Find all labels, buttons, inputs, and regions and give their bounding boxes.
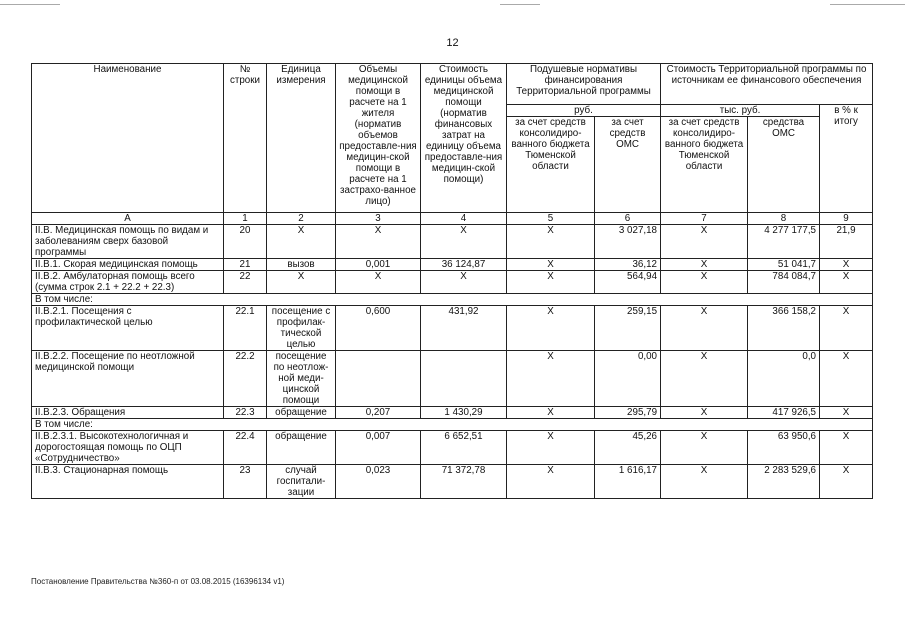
- header-per-capita: Подушевые нормативы финансирования Территориальной программы: [507, 64, 661, 105]
- cell-b5: X: [507, 407, 595, 419]
- cell-o8: 784 084,7: [748, 271, 820, 294]
- column-index-cell: 4: [421, 213, 507, 225]
- cell-unit: случай госпитали-зации: [267, 465, 336, 499]
- cell-p9: 21,9: [820, 225, 873, 259]
- subheading-cell: В том числе:: [32, 419, 873, 431]
- cell-vol: [336, 351, 421, 407]
- cell-unit: обращение: [267, 431, 336, 465]
- cell-b5: X: [507, 271, 595, 294]
- cell-no: 21: [224, 259, 267, 271]
- cell-name: II.В.2.1. Посещения с профилактической целью: [32, 306, 224, 351]
- cell-b7: X: [661, 259, 748, 271]
- top-rule-left: [0, 4, 60, 5]
- cell-o8: 0,0: [748, 351, 820, 407]
- cell-no: 22: [224, 271, 267, 294]
- column-index-cell: 9: [820, 213, 873, 225]
- cell-cost: 36 124,87: [421, 259, 507, 271]
- column-index-cell: 8: [748, 213, 820, 225]
- cell-name: II.В.1. Скорая медицинская помощь: [32, 259, 224, 271]
- cell-o8: 2 283 529,6: [748, 465, 820, 499]
- cell-p9: X: [820, 259, 873, 271]
- cell-b7: X: [661, 306, 748, 351]
- header-cost: Стоимость единицы объема медицинской помощи (норматив финансовых затрат на единицу объема предоставле-ния медицин-ской помощи): [421, 64, 507, 213]
- table-subheading-row: [32, 294, 873, 306]
- table-row: [32, 465, 873, 499]
- header-name: Наименование: [32, 64, 224, 213]
- cell-vol: 0,007: [336, 431, 421, 465]
- cell-vol: 0,207: [336, 407, 421, 419]
- cell-o6: 1 616,17: [595, 465, 661, 499]
- column-index-cell: 7: [661, 213, 748, 225]
- header-volumes: Объемы медицинской помощи в расчете на 1 жителя (норматив объемов предоставле-ния медицин-ской помощи в расчете на 1 застрахо-ванное лицо): [336, 64, 421, 213]
- cell-vol: X: [336, 271, 421, 294]
- cell-b5: X: [507, 259, 595, 271]
- table-row: [32, 306, 873, 351]
- cell-o8: 63 950,6: [748, 431, 820, 465]
- top-rule-mid: [500, 4, 540, 5]
- table-row: [32, 225, 873, 259]
- cell-b7: X: [661, 407, 748, 419]
- cell-unit: посещение с профилак-тической целью: [267, 306, 336, 351]
- cell-o6: 36,12: [595, 259, 661, 271]
- cell-unit: обращение: [267, 407, 336, 419]
- cell-vol: 0,600: [336, 306, 421, 351]
- cell-no: 23: [224, 465, 267, 499]
- top-rule-right: [830, 4, 905, 5]
- page-number: 12: [446, 37, 459, 49]
- cell-o8: 4 277 177,5: [748, 225, 820, 259]
- column-index-cell: А: [32, 213, 224, 225]
- header-budget: за счет средств консолидиро-ванного бюджета Тюменской области: [507, 117, 595, 213]
- header-percent: в % к итогу: [820, 105, 873, 213]
- header-rub: руб.: [507, 105, 661, 117]
- cell-cost: 1 430,29: [421, 407, 507, 419]
- cell-cost: 71 372,78: [421, 465, 507, 499]
- column-index-cell: 1: [224, 213, 267, 225]
- cell-cost: X: [421, 225, 507, 259]
- cell-b7: X: [661, 465, 748, 499]
- cell-name: II.В. Медицинская помощь по видам и заболеваниям сверх базовой программы: [32, 225, 224, 259]
- cell-o6: 3 027,18: [595, 225, 661, 259]
- header-oms-2: средства ОМС: [748, 117, 820, 213]
- cell-b5: X: [507, 431, 595, 465]
- cell-b5: X: [507, 225, 595, 259]
- medical-care-table: [31, 63, 873, 499]
- table-row: [32, 351, 873, 407]
- cell-b7: X: [661, 431, 748, 465]
- cell-p9: X: [820, 306, 873, 351]
- cell-unit: X: [267, 271, 336, 294]
- cell-name: II.В.3. Стационарная помощь: [32, 465, 224, 499]
- table-subheading-row: [32, 419, 873, 431]
- header-row-1: [32, 64, 873, 105]
- table-row: [32, 271, 873, 294]
- column-index-cell: 5: [507, 213, 595, 225]
- cell-p9: X: [820, 465, 873, 499]
- subheading-cell: В том числе:: [32, 294, 873, 306]
- column-index-cell: 6: [595, 213, 661, 225]
- cell-o8: 366 158,2: [748, 306, 820, 351]
- header-budget-2: за счет средств консолидиро-ванного бюджета Тюменской области: [661, 117, 748, 213]
- header-program-cost: Стоимость Территориальной программы по источникам ее финансового обеспечения: [661, 64, 873, 105]
- footer-note: Постановление Правительства №360-п от 03.08.2015 (16396134 v1): [31, 577, 285, 586]
- table-row: [32, 259, 873, 271]
- cell-p9: X: [820, 431, 873, 465]
- column-index-cell: 2: [267, 213, 336, 225]
- cell-b5: X: [507, 465, 595, 499]
- cell-b5: X: [507, 351, 595, 407]
- cell-vol: X: [336, 225, 421, 259]
- cell-unit: вызов: [267, 259, 336, 271]
- cell-b5: X: [507, 306, 595, 351]
- cell-name: II.В.2. Амбулаторная помощь всего (сумма строк 2.1 + 22.2 + 22.3): [32, 271, 224, 294]
- header-row-no: № строки: [224, 64, 267, 213]
- cell-unit: X: [267, 225, 336, 259]
- cell-no: 20: [224, 225, 267, 259]
- cell-o6: 259,15: [595, 306, 661, 351]
- cell-p9: X: [820, 407, 873, 419]
- cell-unit: посещение по неотлож-ной меди-цинской помощи: [267, 351, 336, 407]
- cell-b7: X: [661, 225, 748, 259]
- cell-p9: X: [820, 351, 873, 407]
- cell-vol: 0,001: [336, 259, 421, 271]
- cell-name: II.В.2.3.1. Высокотехнологичная и дорогостоящая помощь по ОЦП «Сотрудничество»: [32, 431, 224, 465]
- cell-cost: [421, 351, 507, 407]
- cell-o8: 51 041,7: [748, 259, 820, 271]
- cell-o6: 45,26: [595, 431, 661, 465]
- cell-no: 22.1: [224, 306, 267, 351]
- cell-vol: 0,023: [336, 465, 421, 499]
- column-index-row: [32, 213, 873, 225]
- cell-o6: 295,79: [595, 407, 661, 419]
- cell-cost: 431,92: [421, 306, 507, 351]
- cell-o6: 0,00: [595, 351, 661, 407]
- cell-name: II.В.2.2. Посещение по неотложной медицинской помощи: [32, 351, 224, 407]
- table-row: [32, 431, 873, 465]
- cell-o6: 564,94: [595, 271, 661, 294]
- cell-p9: X: [820, 271, 873, 294]
- cell-cost: X: [421, 271, 507, 294]
- cell-o8: 417 926,5: [748, 407, 820, 419]
- header-thousand-rub: тыс. руб.: [661, 105, 820, 117]
- header-unit: Единица измерения: [267, 64, 336, 213]
- cell-cost: 6 652,51: [421, 431, 507, 465]
- header-oms: за счет средств ОМС: [595, 117, 661, 213]
- cell-no: 22.2: [224, 351, 267, 407]
- column-index-cell: 3: [336, 213, 421, 225]
- cell-no: 22.3: [224, 407, 267, 419]
- cell-no: 22.4: [224, 431, 267, 465]
- cell-b7: X: [661, 271, 748, 294]
- cell-b7: X: [661, 351, 748, 407]
- cell-name: II.В.2.3. Обращения: [32, 407, 224, 419]
- table-row: [32, 407, 873, 419]
